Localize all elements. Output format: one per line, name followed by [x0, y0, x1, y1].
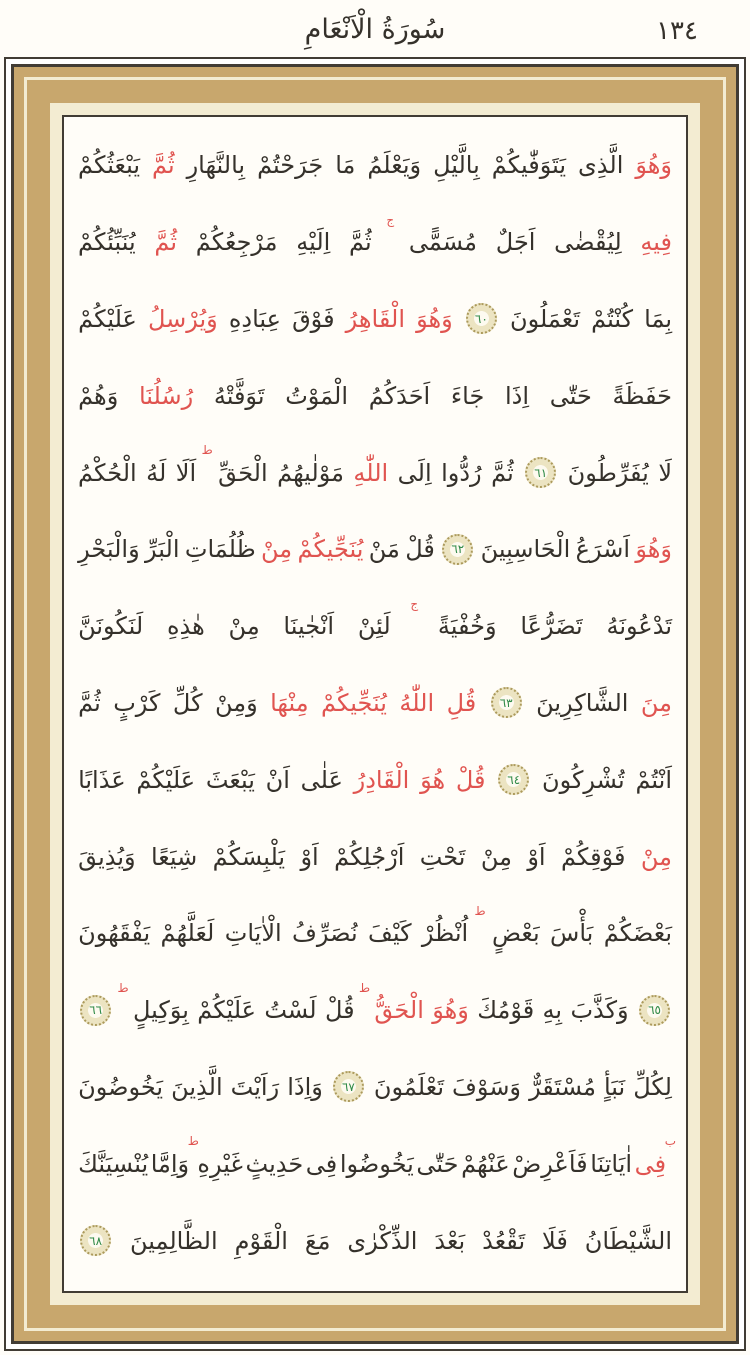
quran-word: لَسْتُ [264, 996, 317, 1025]
quran-word: مِنْ [228, 612, 260, 641]
quran-word: مَرْجِعُكُمْ [195, 228, 278, 257]
quran-word: يَخُوضُونَ [78, 1072, 164, 1101]
quran-word: تَعْلَمُونَ [373, 1072, 445, 1101]
mushaf-line-8 [78, 665, 672, 742]
quran-word: مَا [335, 151, 356, 180]
quran-word: قُلِ [446, 688, 477, 717]
pause-mark: ج [410, 596, 419, 611]
quran-word: اِذَا [505, 381, 530, 410]
quran-word: عَذَابًا [78, 765, 126, 794]
quran-word: اَنْ [265, 765, 290, 794]
quran-word: تَعْمَلُونَ [509, 304, 581, 333]
quran-word: لَنَكُونَنَّ [78, 612, 144, 641]
quran-word: الشَّيْطَانُ [584, 1226, 672, 1255]
decorative-frame-cream-thin [24, 77, 726, 1331]
pause-mark: ط [187, 1134, 199, 1149]
quran-word: مَوْلٰيهُمُ [277, 458, 344, 487]
quran-word: الْقَادِرُ [353, 765, 410, 794]
mushaf-line-12 [78, 972, 672, 1049]
mushaf-line-1 [78, 127, 672, 204]
mushaf-line-15 [78, 1202, 672, 1279]
mushaf-line-7 [78, 588, 672, 665]
quran-word: لِكُلِّ [633, 1072, 672, 1101]
quran-word: وَسَوْفَ [452, 1072, 522, 1101]
quran-word: ثُمَّ [151, 151, 175, 180]
verse-number: ٦٠ [474, 311, 488, 326]
verse-number: ٦٥ [648, 1003, 661, 1018]
decorative-frame-tan-wide [27, 80, 723, 1328]
quran-word: عَنْهُمْ [461, 1149, 510, 1178]
text-area [64, 117, 686, 1291]
quran-word: رُدُّوا [441, 458, 482, 487]
quran-word: الْحُكْمُ [78, 458, 137, 487]
quran-word: عَلَيْكُمْ [197, 996, 256, 1025]
quran-word: الْبَرِّ [145, 535, 180, 564]
verse-number: ٦٣ [499, 695, 513, 710]
quran-word: فَلَا [542, 1226, 568, 1255]
quran-word: بَعْضَكُمْ [603, 919, 672, 948]
quran-word: مَعَ [304, 1226, 331, 1255]
quran-word: اَرْجُلِكُمْ [334, 842, 405, 871]
quran-word: بِمَا [644, 304, 672, 333]
quran-word: اٰيَاتِنَا [590, 1149, 633, 1178]
mushaf-line-14 [78, 1125, 676, 1202]
quran-word: اَسْرَعُ [575, 535, 630, 564]
quran-word: وَاِمَّا [150, 1149, 190, 1178]
quran-word: مِنْ [261, 535, 293, 564]
quran-word: لَا [658, 458, 672, 487]
quran-word: تَدْعُونَهُ [606, 612, 672, 641]
quran-word: ثُمَّ [491, 458, 514, 487]
quran-word: عَلَيْكُمْ [136, 765, 196, 794]
quran-word: يُفَرِّطُونَ [567, 458, 649, 487]
quran-word: مُسَمًّى [408, 228, 478, 257]
quran-word: فَوْقِكُمْ [560, 842, 626, 871]
quran-word: اَنْتُمْ [635, 765, 672, 794]
quran-word: الَّذِينَ [171, 1072, 223, 1101]
quran-word: الذِّكْرٰى [347, 1226, 418, 1255]
quran-word: لَئِنْ [357, 612, 391, 641]
quran-word: يَخُوضُوا [339, 1149, 414, 1178]
quran-word: ثُمَّ [154, 228, 178, 257]
quran-word: اِلَى [397, 458, 432, 487]
quran-word: يُنَبِّئُكُمْ [78, 228, 136, 257]
mushaf-line-9 [78, 741, 672, 818]
quran-word: الْاٰيَاتِ [224, 919, 282, 948]
quran-word: يَبْعَثَ [205, 765, 255, 794]
quran-word: اللّٰهِ [353, 458, 389, 487]
quran-word: يَبْعَثُكُمْ [78, 151, 140, 180]
quran-word: مِنَ [640, 688, 672, 717]
verse-number: ٦٢ [451, 542, 465, 557]
decorative-frame-line [11, 64, 739, 1344]
quran-word: مِنْ [480, 842, 512, 871]
quran-word: فِى [634, 1149, 667, 1178]
page-number: ١٣٤ [656, 16, 698, 46]
quran-word: الْقَاهِرُ [345, 304, 405, 333]
quran-word: قَوْمُكَ [477, 996, 535, 1025]
quran-word: تَضَرُّعًا [520, 612, 583, 641]
quran-word: اَنْجٰينَا [283, 612, 335, 641]
quran-word: لَهُ [146, 458, 167, 487]
quran-word: يُنَجِّيكُمْ [297, 535, 364, 564]
quran-word: تَوَفَّتْهُ [213, 381, 265, 410]
verse-marker-rosette-icon [639, 995, 670, 1026]
pause-mark: ب [664, 1134, 676, 1149]
verse-marker-rosette-icon [491, 687, 522, 718]
decorative-frame-tan [14, 67, 736, 1341]
quran-word: تُشْرِكُونَ [541, 765, 625, 794]
quran-word: هٰذِهِ [166, 612, 205, 641]
quran-word: مَنْ [368, 535, 400, 564]
quran-word: حَفَظَةً [612, 381, 672, 410]
quran-word: الْحَاسِبِينَ [480, 535, 571, 564]
pause-mark: ط [474, 903, 486, 918]
quran-word: وَمِنْ [214, 688, 258, 717]
quran-word: مِنْهَا [270, 688, 309, 717]
quran-word: وَهُمْ [78, 381, 119, 410]
quran-word: بَعْدَ [434, 1226, 466, 1255]
verse-number: ٦٨ [89, 1233, 103, 1248]
verse-marker-rosette-icon [525, 457, 556, 488]
quran-word: نُصَرِّفُ [292, 919, 358, 948]
quran-word: كَرْبٍ [113, 688, 161, 717]
quran-word: فِى [305, 1149, 338, 1178]
mushaf-line-11 [78, 895, 672, 972]
verse-number: ٦٦ [89, 1003, 103, 1018]
quran-word: يَلْبِسَكُمْ [212, 842, 286, 871]
quran-word: جَرَحْتُمْ [257, 151, 324, 180]
verse-number: ٦٧ [341, 1079, 355, 1094]
quran-word: ثُمَّ [349, 228, 372, 257]
decorative-frame-inner [62, 115, 688, 1293]
pause-mark: ط [117, 980, 129, 995]
quran-word: مُسْتَقَرٌّ [529, 1072, 596, 1101]
pause-mark: ج [386, 212, 395, 227]
quran-word: لَعَلَّهُمْ [160, 919, 215, 948]
mushaf-line-5 [78, 434, 672, 511]
quran-word: وَكَذَّبَ [570, 996, 629, 1025]
quran-word: اللّٰهُ [399, 688, 435, 717]
quran-word: بِوَكِيلٍ [132, 996, 189, 1025]
pause-mark: ط [201, 443, 213, 458]
verse-marker-rosette-icon [466, 303, 497, 334]
quran-word: اَحَدَكُمُ [368, 381, 431, 410]
quran-word: وَيُرْسِلُ [147, 304, 218, 333]
quran-word: حَتّٰى [549, 381, 592, 410]
quran-word: مِنْ [640, 842, 672, 871]
quran-word: رُسُلُنَا [138, 381, 194, 410]
quran-word: الْحَقِّ [218, 458, 268, 487]
surah-title: سُورَةُ الْاَنْعَامِ [304, 14, 446, 45]
quran-word: حَدِيثٍ [245, 1149, 304, 1178]
quran-word: اَلَا [175, 458, 197, 487]
quran-word: عِبَادِهِ [228, 304, 281, 333]
quran-word: ظُلُمَاتِ [184, 535, 256, 564]
quran-word: الْحَقُّ [374, 996, 424, 1025]
quran-word: الَّذِى [578, 151, 624, 180]
quran-word: اِلَيْهِ [296, 228, 331, 257]
mushaf-line-10 [78, 818, 672, 895]
page-header [0, 6, 750, 56]
quran-word: فِيهِ [640, 228, 672, 257]
quran-word: هُوَ [420, 765, 446, 794]
verse-marker-rosette-icon [442, 534, 473, 565]
mushaf-line-3 [78, 281, 672, 358]
quran-word: نَبَأٍ [603, 1072, 626, 1101]
quran-word: بَعْضٍ [492, 919, 540, 948]
quran-word: شِيَعًا [150, 842, 198, 871]
quran-word: كُلِّ [172, 688, 203, 717]
quran-word: فَوْقَ [292, 304, 335, 333]
quran-word: اُنْظُرْ [421, 919, 469, 948]
quran-word: ثُمَّ [78, 688, 101, 717]
quran-word: بِالنَّهَارِ [186, 151, 246, 180]
verse-marker-rosette-icon [498, 764, 529, 795]
quran-word: بِالَّيْلِ [433, 151, 480, 180]
quran-word: لِيُقْضٰى [554, 228, 622, 257]
verse-number: ٦١ [534, 465, 548, 480]
quran-word: وَاِذَا [287, 1072, 323, 1101]
quran-word: وَيُذِيقَ [78, 842, 136, 871]
quran-word: فَاَعْرِضْ [512, 1149, 588, 1178]
quran-word: الشَّاكِرِينَ [536, 688, 629, 717]
quran-word: يُنْسِيَنَّكَ [78, 1149, 149, 1178]
quran-word: تَحْتِ [419, 842, 466, 871]
mushaf-line-4 [78, 357, 672, 434]
quran-word: وَخُفْيَةً [437, 612, 497, 641]
quran-word: عَلٰى [300, 765, 343, 794]
quran-word: الظَّالِمِينَ [129, 1226, 218, 1255]
decorative-frame-outer [4, 57, 746, 1351]
quran-word: جَاءَ [450, 381, 485, 410]
quran-word: قُلْ [405, 535, 435, 564]
quran-word: غَيْرِهِ [197, 1149, 243, 1178]
decorative-frame-cream [50, 103, 700, 1305]
quran-word: اَجَلٌ [495, 228, 536, 257]
mushaf-line-6 [78, 511, 672, 588]
verse-marker-rosette-icon [80, 995, 111, 1026]
quran-word: يُنَجِّيكُمْ [321, 688, 387, 717]
quran-word: كَيْفَ [368, 919, 412, 948]
quran-word: وَهُوَ [432, 996, 469, 1025]
quran-word: وَهُوَ [635, 151, 672, 180]
mushaf-line-2 [78, 204, 672, 281]
quran-word: اَوْ [527, 842, 546, 871]
quran-word: قُلْ [324, 996, 355, 1025]
quran-word: وَهُوَ [416, 304, 453, 333]
quran-word: الْقَوْمِ [234, 1226, 288, 1255]
quran-word: تَقْعُدْ [482, 1226, 526, 1255]
quran-word: الْمَوْتُ [285, 381, 349, 410]
quran-word: يَفْقَهُونَ [78, 919, 151, 948]
quran-word: بَأْسَ [550, 919, 594, 948]
quran-word: بِهِ [542, 996, 563, 1025]
quran-word: عَلَيْكُمْ [78, 304, 137, 333]
quran-word: وَهُوَ [635, 535, 672, 564]
quran-word: رَاَيْتَ [230, 1072, 280, 1101]
mushaf-line-13 [78, 1049, 672, 1126]
quran-word: يَتَوَفّٰيكُمْ [491, 151, 567, 180]
verse-marker-rosette-icon [80, 1225, 111, 1256]
verse-number: ٦٤ [507, 772, 521, 787]
quran-word: وَيَعْلَمُ [367, 151, 422, 180]
quran-word: كُنْتُمْ [591, 304, 634, 333]
quran-word: حَتّٰى [416, 1149, 459, 1178]
quran-word: وَالْبَحْرِ [78, 535, 140, 564]
quran-word: قُلْ [455, 765, 486, 794]
verse-marker-rosette-icon [333, 1071, 364, 1102]
quran-word: اَوْ [300, 842, 319, 871]
pause-mark: ط [358, 980, 371, 995]
